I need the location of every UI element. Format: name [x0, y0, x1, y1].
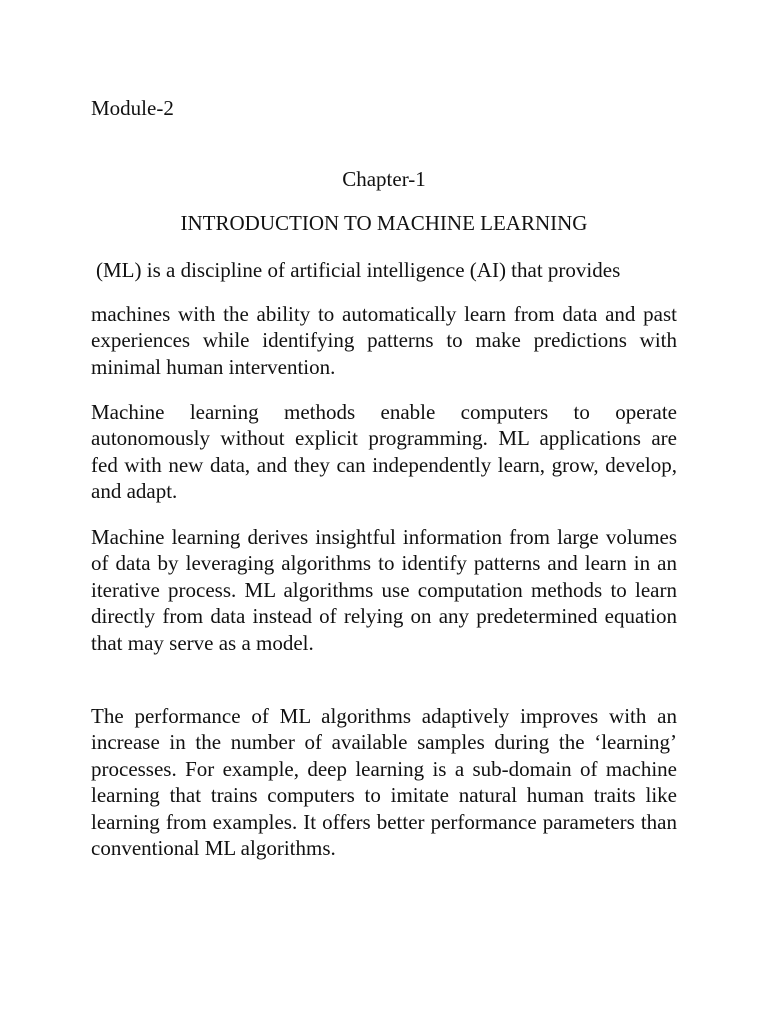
paragraph-4: The performance of ML algorithms adaptively improves with an increase in the number of available samples during the ‘learning’ processes. For example, deep learning is a sub-domain of machine learning that trains computers to imitate natural human traits like learning from examples. It offers better performance parameters than conventional ML algorithms. — [91, 704, 677, 861]
paragraph-3: Machine learning derives insightful information from large volumes of data by leveraging algorithms to identify patterns and learn in an iterative process. ML algorithms use computation methods to learn directly from data instead of relying on any predetermined equation that may serve as a model. — [91, 525, 677, 655]
chapter-title: INTRODUCTION TO MACHINE LEARNING — [180, 211, 588, 235]
paragraph-2: Machine learning methods enable computers to operate autonomously without explicit programming. ML applications are fed with new data, and they can independently learn, grow, develop, and adapt. — [91, 400, 677, 504]
chapter-label: Chapter-1 — [342, 167, 426, 191]
module-label: Module-2 — [91, 96, 174, 120]
lead-line: (ML) is a discipline of artificial intelligence (AI) that provides — [96, 258, 621, 282]
paragraph-1: machines with the ability to automatically learn from data and past experiences while identifying patterns to make predictions with minimal human intervention. — [91, 302, 677, 379]
